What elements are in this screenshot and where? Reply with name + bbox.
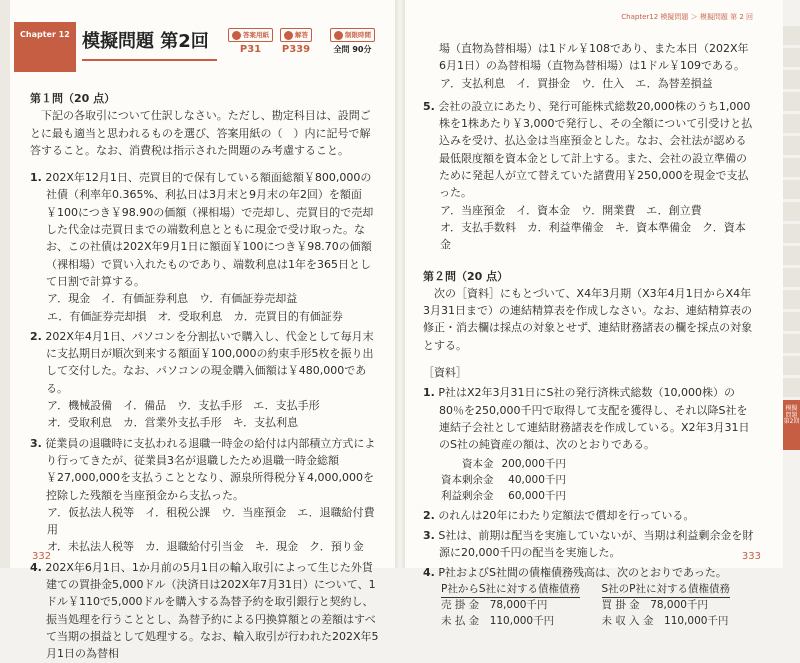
question2-intro: 次の［資料］にもとづいて、X4年3月期（X3年4月1日からX4年3月31日まで）の連結精算表を作成しなさい。なお、連結精算表の修正・消去欄は採点の対象とせず、連結財務諸表の欄を採点の対象とする。: [423, 286, 753, 352]
table-header: P社からS社に対する債権債務: [441, 582, 580, 599]
item-number: 5.: [423, 99, 435, 113]
row-value: 78,000千円: [489, 599, 548, 612]
index-tab[interactable]: [783, 180, 800, 199]
question1-item-2: [30, 328, 380, 397]
index-tab[interactable]: [783, 92, 800, 111]
item-text: 202X年6月1日、1か月前の5月1日の輸入取引によって生じた外貨建ての買掛金5,000ドル（決済日は202X年7月31日）について、1ドル￥110で5,000ドルを購入する為替予約を取引銀行と契約し、振当処理を行うこととし、為替予約による円換算額との差額はすべて当期の損益として処理する。なお、輸入取引が行われた202X年5月1日の為替相: [45, 560, 379, 661]
table-row: [441, 488, 574, 504]
left-edge: [0, 0, 10, 568]
index-tab[interactable]: [783, 378, 800, 397]
material-item-4: [423, 564, 755, 581]
row-label: 未 払 金: [441, 614, 480, 627]
page-number-right: 333: [741, 551, 761, 562]
item-text: 202X年4月1日、パソコンを分割払いで購入し、代金として毎月末に支払期日が順次到来する額面￥100,000の約束手形5枚を振り出して交付した。なお、パソコンの現金購入価額は￥480,000である。: [45, 329, 374, 395]
question1-heading: 第１問（20 点）: [30, 92, 116, 105]
s-to-p-table: [602, 582, 731, 630]
p-to-s-table: [441, 582, 580, 630]
item-number: 1.: [30, 171, 42, 185]
right-page: [405, 0, 783, 627]
row-label: 買 掛 金: [601, 599, 640, 612]
index-tab[interactable]: [783, 312, 800, 331]
question1-item-3: [30, 435, 380, 504]
index-tab[interactable]: [783, 158, 800, 177]
table-row: [441, 456, 574, 472]
index-tab[interactable]: [783, 334, 800, 353]
item-number: 2.: [423, 508, 435, 522]
running-head: Chapter12 模擬問題 ＞ 模擬問題 第 2 回: [621, 13, 753, 21]
question1-item-5: [423, 98, 755, 202]
index-tab[interactable]: [783, 202, 800, 221]
badge-label: 答案用紙: [243, 31, 269, 39]
row-value: 78,000千円: [650, 599, 708, 612]
question1-item-4: [30, 559, 380, 663]
equity-value: 60,000千円: [508, 489, 566, 502]
material-item-1: [423, 384, 755, 453]
row-label: 売 掛 金: [441, 599, 480, 612]
item-number: 3.: [423, 528, 435, 542]
item-text: 従業員の退職時に支払われる退職一時金の給付は内部積立方式により行ってきたが、従業員3名が退職したため退職一時金総額￥27,000,000を支払うこととなり、源泉所得税分￥4,000,000を控除した残額を当座預金から支払った。: [45, 436, 376, 502]
badge-value: 全問 90分: [333, 44, 372, 54]
page-number-left: 332: [32, 551, 52, 562]
item-text: S社は、前期は配当を実施していないが、当期は利益剰余金を財源に20,000千円の配当を実施した。: [438, 528, 754, 560]
chapter-tab: Chapter 12: [14, 22, 76, 72]
index-tab-active[interactable]: 模擬問題 第2回: [783, 400, 800, 450]
choices-line: ア．現金 イ．有価証券利息 ウ．有価証券売却益: [47, 292, 298, 306]
table-row: [441, 598, 580, 614]
equity-label: 資本剰余金: [441, 473, 494, 486]
equity-table: [441, 456, 574, 504]
material-item-2: [423, 507, 755, 524]
row-value: 110,000千円: [489, 614, 555, 627]
choices-line: オ．受取利息 カ．営業外支払手形 キ．支払利息: [47, 416, 299, 430]
badge-value: P31: [239, 43, 262, 55]
choices-line: ア．仮払法人税等 イ．租税公課 ウ．当座預金 エ．退職給付費用: [47, 505, 375, 537]
badge-answer-sheet: [228, 28, 273, 55]
index-tab[interactable]: [783, 136, 800, 155]
table-row: [441, 614, 580, 630]
index-tab[interactable]: [783, 224, 800, 243]
badge-solution: [280, 28, 312, 55]
gutter: [395, 0, 405, 568]
item-number: 2.: [30, 329, 42, 343]
index-tab[interactable]: [783, 356, 800, 375]
question1-item-1: [30, 169, 380, 290]
equity-value: 200,000千円: [501, 457, 566, 470]
item-text: 会社の設立にあたり、発行可能株式総数20,000株のうち1,000株を1株あたり￥3,000で発行し、その全額について引受けと払込みを受け、払込金は当座預金とした。なお、会社法が認める最低限度額を資本金として計上する。また、会社の設立準備のために発起人が立て替えていた諸費用￥250,000を現金で支払った。: [438, 99, 753, 200]
index-tab[interactable]: [783, 246, 800, 265]
item-number: 4.: [30, 560, 42, 574]
left-page: [10, 0, 395, 661]
badge-time-limit: [330, 28, 375, 55]
badge-value: P339: [281, 43, 311, 55]
item-text: のれんは20年にわたり定額法で償却を行っている。: [438, 508, 695, 522]
row-label: 未 収 入 金: [601, 614, 654, 627]
index-tab[interactable]: [783, 290, 800, 309]
question2-heading: 第２問（20 点）: [423, 269, 509, 283]
choices-line: ア．当座預金 イ．資本金 ウ．開業費 エ．創立費: [440, 203, 702, 217]
equity-label: 利益剰余金: [441, 489, 494, 502]
answer-icon: [284, 31, 293, 40]
table-row: [602, 598, 731, 614]
choices-line: オ．支払手数料 カ．利益準備金 キ．資本準備金 ク．資本金: [440, 220, 746, 252]
index-tab[interactable]: [783, 70, 800, 89]
title-rule: [82, 59, 217, 61]
item-number: 4.: [423, 566, 435, 580]
equity-label: 資本金: [462, 457, 494, 470]
clock-icon: [334, 31, 343, 40]
table-header: S社のP社に対する債権債務: [602, 582, 731, 599]
index-tab[interactable]: [783, 114, 800, 133]
badge-label: 解答: [295, 31, 308, 39]
right-body: [423, 40, 755, 629]
page-title: 模擬問題 第2回: [82, 31, 209, 52]
choices-line: オ．未払法人税等 カ．退職給付引当金 キ．現金 ク．預り金: [47, 540, 364, 554]
choices-line: ア．機械設備 イ．備品 ウ．支払手形 エ．支払手形: [47, 399, 320, 413]
chapter-index-tabs: [783, 26, 800, 453]
item-text: P社はX2年3月31日にS社の発行済株式総数（10,000株）の80％を250,000千円で取得して支配を獲得し、それ以降S社を連結子会社として連結財務諸表を作成している。X2年3月31日のS社の純資産の額は、次のとおりである。: [438, 386, 750, 452]
table-row: [602, 614, 731, 630]
question1-intro: 下記の各取引について仕訳しなさい。ただし、勘定科目は、設問ごとに最も適当と思われるものを選び、答案用紙の（ ）内に記号で解答すること。なお、消費税は指示された問題のみ考慮すること。: [30, 109, 371, 157]
item-number: 3.: [30, 436, 42, 450]
choices-line: エ．有価証券売却損 オ．受取利息 カ．売買目的有価証券: [47, 309, 343, 323]
left-body: [30, 90, 380, 663]
item-text: P社およびS社間の債権債務残高は、次のとおりであった。: [438, 566, 727, 580]
item-number: 1.: [423, 386, 435, 400]
index-tab[interactable]: [783, 26, 800, 45]
choices-line: ア．支払利息 イ．買掛金 ウ．仕入 エ．為替差損益: [440, 76, 713, 90]
index-tab[interactable]: [783, 268, 800, 287]
item4-continued: 場（直物為替相場）は1ドル￥108であり、また本日（202X年6月1日）の為替相場（直物為替相場）は1ドル￥109である。: [439, 42, 749, 73]
item-text: 202X年12月1日、売買目的で保有している額面総額￥800,000の社債（利率年0.365%、利払日は3月末と9月末の年2回）を額面￥100につき￥98.90の価額（裸相場）で売却し、売買目的で売却した代金は売買日までの端数利息とともに現金で受け取った。なお、この社債は202X年9月1日に額面￥100につき￥98.70の価額（裸相場）で買い入れたものであり、端数利息は1年を365日として日割で計算する。: [45, 171, 374, 288]
material-label: ［資料］: [423, 366, 467, 380]
row-value: 110,000千円: [664, 614, 729, 627]
balances-tables: [423, 582, 755, 630]
material-item-3: [423, 527, 755, 562]
index-tab[interactable]: [783, 48, 800, 67]
table-row: [441, 472, 574, 488]
equity-value: 40,000千円: [508, 473, 566, 486]
badge-label: 制限時間: [345, 31, 371, 39]
page-icon: [232, 31, 241, 40]
